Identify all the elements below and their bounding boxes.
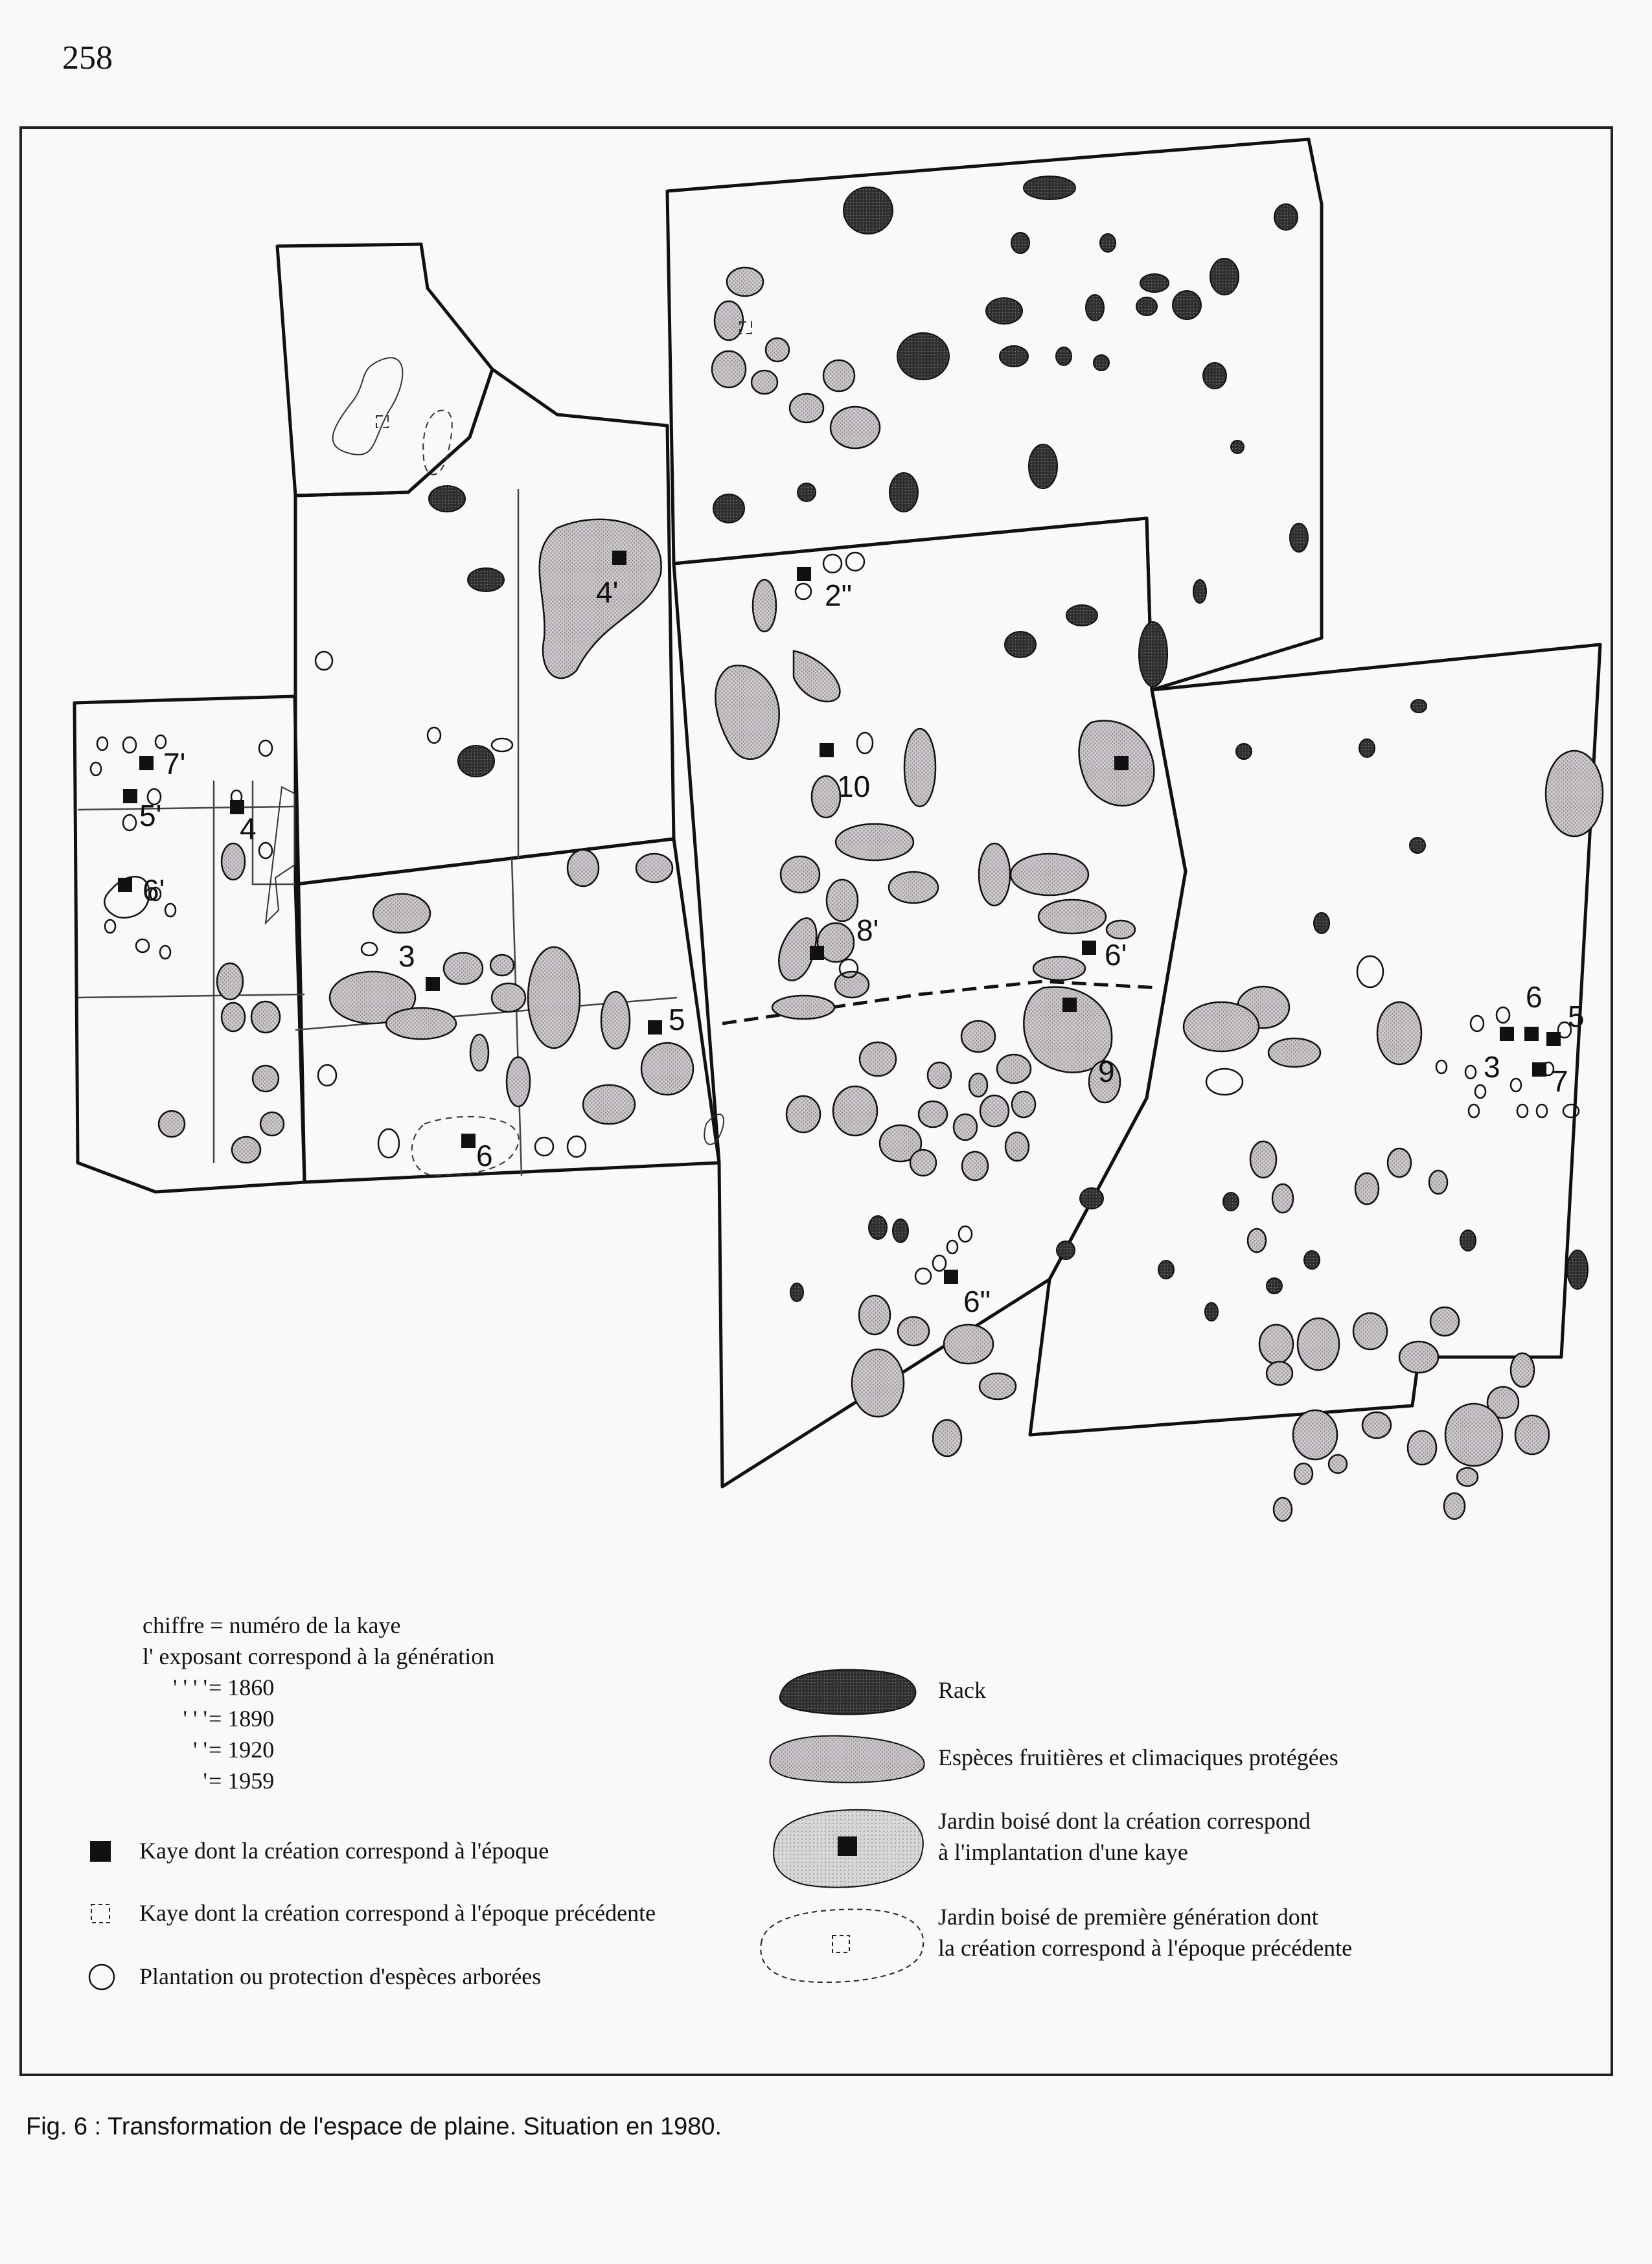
kaye-label: 4': [596, 575, 619, 609]
parcel-boundaries: [75, 139, 1600, 1487]
dashed-square-icon: [87, 1901, 113, 1927]
legend-line-2: l' exposant correspond à la génération: [143, 1643, 495, 1669]
stippled-swatch-icon: [761, 1720, 936, 1794]
kaye-label: 6': [143, 873, 165, 907]
garden-kaye-swatch-icon: [761, 1794, 936, 1898]
legend-kaye-label: Kaye dont la création correspond à l'époque: [139, 1838, 549, 1864]
kaye-label: 8': [856, 913, 879, 947]
filled-square-icon: [87, 1838, 113, 1864]
rack-swatch-icon: [774, 1655, 930, 1726]
kaye-labels: [139, 575, 1585, 1318]
generation-year: = 1959: [209, 1768, 275, 1794]
kaye-label: 5: [669, 1003, 685, 1036]
land-use-map: [19, 126, 1613, 1577]
parcel-mid-left: [295, 369, 674, 884]
dashed-garden-swatch-icon: [751, 1892, 936, 1995]
generation-year: = 1920: [209, 1737, 275, 1763]
legend-fruit-label: Espèces fruitières et climaciques protégées: [938, 1744, 1338, 1770]
kaye-label: 6: [1526, 980, 1543, 1014]
page-number: 258: [62, 40, 113, 76]
legend-dashed-garden-line-1: Jardin boisé de première génération dont: [938, 1904, 1318, 1930]
circle-icon: [86, 1961, 117, 1993]
legend-dashed-garden-line-2: la création correspond à l'époque précédente: [938, 1935, 1353, 1961]
legend-garden-line-2: à l'implantation d'une kaye: [938, 1839, 1188, 1865]
figure-caption: Fig. 6 : Transformation de l'espace de plaine. Situation en 1980.: [26, 2113, 722, 2140]
legend-rack-label: Rack: [938, 1677, 986, 1703]
generation-mark: ': [203, 1768, 207, 1794]
parcel-top-left: [277, 244, 492, 496]
kaye-label: 7': [163, 747, 186, 781]
generation-mark: ' ' ' ': [173, 1675, 207, 1700]
kaye-label: 7: [1552, 1064, 1568, 1098]
kaye-label: 6': [1105, 938, 1127, 972]
generation-mark: ' ': [193, 1737, 207, 1763]
generation-year: = 1890: [209, 1706, 275, 1732]
kaye-label: 6: [476, 1139, 493, 1172]
dashed-gardens: [376, 322, 751, 1176]
kaye-label: 5: [1568, 1000, 1585, 1033]
kaye-label: 3: [398, 939, 415, 973]
stippled-patches: [159, 268, 1603, 1521]
kaye-label: 3: [1484, 1050, 1500, 1084]
parcel-center: [674, 518, 1186, 1487]
generation-year: = 1860: [209, 1675, 275, 1700]
kaye-label: 10: [837, 770, 871, 803]
legend-dashed-kaye-label: Kaye dont la création correspond à l'époque précédente: [139, 1900, 656, 1926]
kaye-label: 5': [139, 799, 162, 832]
generation-mark: ' ' ': [183, 1706, 207, 1732]
kaye-label: 6": [963, 1285, 991, 1318]
legend-plantation-label: Plantation ou protection d'espèces arborées: [139, 1963, 542, 1989]
legend-garden-line-1: Jardin boisé dont la création correspond: [938, 1808, 1311, 1834]
kaye-label: 9: [1098, 1055, 1115, 1088]
legend-line-1: chiffre = numéro de la kaye: [143, 1612, 401, 1638]
kaye-label: 4: [240, 812, 257, 845]
kaye-label: 2": [825, 578, 852, 612]
